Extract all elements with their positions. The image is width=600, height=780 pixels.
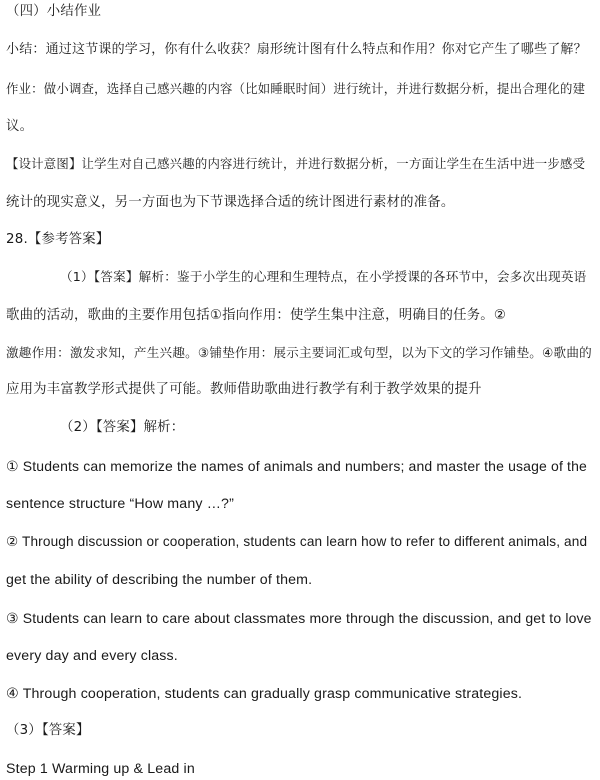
design-intent-line-2: 统计的现实意义，另一方面也为下节课选择合适的统计图进行素材的准备。 [6, 195, 455, 210]
part3-step-1: Step 1 Warming up & Lead in [6, 761, 195, 777]
part2-item2-line-2: get the ability of describing the number of them. [6, 572, 313, 588]
part1-line-4: 应用为丰富教学形式提供了可能。教师借助歌曲进行教学有利于教学效果的提升 [6, 382, 482, 397]
q28-heading: 28.【参考答案】 [6, 232, 110, 247]
design-intent-line-1: 【设计意图】让学生对自己感兴趣的内容进行统计，并进行数据分析，一方面让学生在生活中进一步感受 [6, 156, 586, 171]
part3-heading: （3）【答案】 [6, 723, 90, 738]
part2-heading: （2）【答案】解析： [60, 420, 185, 435]
part1-line-1: （1）【答案】解析：鉴于小学生的心理和生理特点，在小学授课的各环节中，会多次出现英语 [60, 269, 587, 284]
part1-line-3: 激趣作用：激发求知，产生兴趣。③铺垫作用：展示主要词汇或句型，以为下文的学习作铺垫。④歌曲的 [6, 345, 592, 360]
part2-item2-line-1: ② Through discussion or cooperation, students can learn how to refer to different animals, and [6, 534, 588, 549]
homework-line-2: 议。 [6, 119, 34, 134]
part2-item4-line-1: ④ Through cooperation, students can gradually grasp communicative strategies. [6, 686, 523, 702]
summary-paragraph: 小结：通过这节课的学习，你有什么收获？扇形统计图有什么特点和作用？你对它产生了哪些了解？ [6, 42, 587, 57]
homework-line-1: 作业：做小调查，选择自己感兴趣的内容（比如睡眠时间）进行统计，并进行数据分析，提出合理化的建 [6, 81, 586, 96]
section-heading: （四）小结作业 [6, 4, 102, 19]
part2-item3-line-2: every day and every class. [6, 648, 178, 664]
part2-item1-line-1: ① Students can memorize the names of animals and numbers; and master the usage of the [6, 458, 587, 474]
part2-item3-line-1: ③ Students can learn to care about classmates more through the discussion, and get to love [6, 610, 592, 626]
part1-line-2: 歌曲的活动，歌曲的主要作用包括①指向作用：使学生集中注意，明确目的任务。② [6, 308, 507, 323]
part2-item1-line-2: sentence structure “How many …?” [6, 496, 234, 512]
